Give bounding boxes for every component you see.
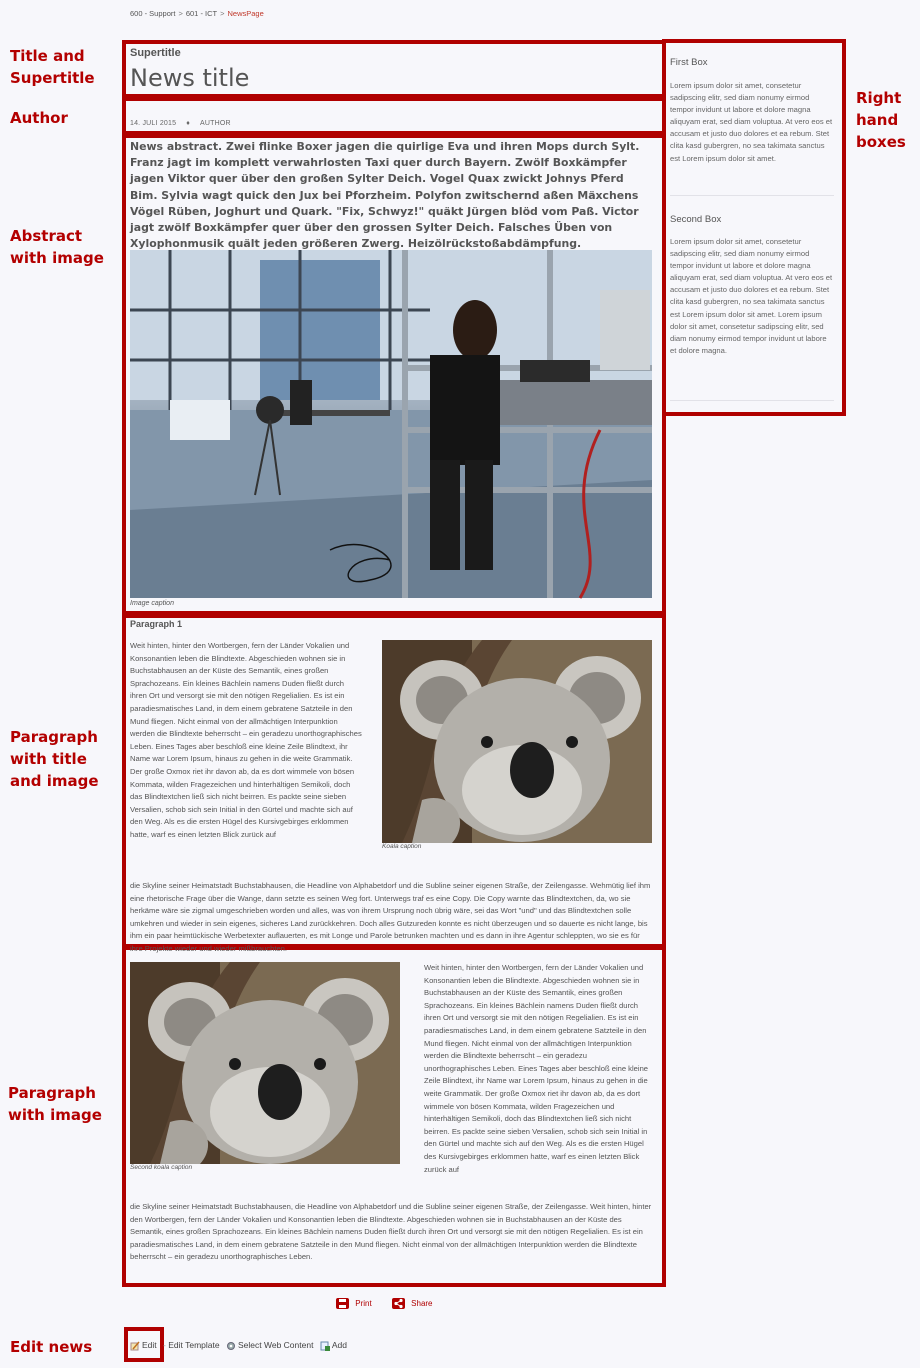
abstract-image-caption: Image caption bbox=[130, 600, 174, 607]
print-label: Print bbox=[355, 1299, 372, 1308]
print-button[interactable] bbox=[336, 1299, 374, 1308]
paragraph-1-title: Paragraph 1 bbox=[130, 619, 183, 629]
abstract-image bbox=[130, 250, 652, 598]
edit-template-label: Edit Template bbox=[168, 1340, 220, 1350]
edit-button[interactable] bbox=[130, 1340, 159, 1350]
box-divider bbox=[670, 195, 834, 196]
second-koala-image bbox=[130, 962, 400, 1164]
breadcrumb-current[interactable]: NewsPage bbox=[227, 9, 264, 18]
select-web-content-label: Select Web Content bbox=[237, 1340, 314, 1350]
breadcrumb: 600 - Support > 601 - ICT > NewsPage bbox=[130, 9, 264, 18]
supertitle: Supertitle bbox=[130, 47, 181, 59]
annotation-abstract: Abstract with image bbox=[10, 227, 104, 267]
edit-label: Edit bbox=[142, 1340, 157, 1350]
second-box-title: Second Box bbox=[670, 214, 722, 225]
breadcrumb-item[interactable]: 600 - Support bbox=[130, 9, 176, 18]
edit-template-button[interactable] bbox=[163, 1340, 222, 1350]
article-meta: 14. JULI 2015 ♦ AUTHOR bbox=[130, 120, 231, 127]
share-button[interactable] bbox=[392, 1299, 433, 1308]
annotation-title: Title and Supertitle bbox=[10, 47, 95, 87]
add-button[interactable] bbox=[320, 1340, 347, 1350]
annotation-paragraph-title-image: Paragraph with title and image bbox=[10, 728, 99, 790]
second-box-text: Lorem ipsum dolor sit amet, consetetur sadipscing elitr, sed diam nonumy eirmod tempor invidunt ut labore et dolore magna aliquyam erat, sed diam voluptua. At vero eos et accusam et justo duo dolores et ea rebum. Stet clita kasd gubergren, no sea takimata sanctus est Lorem ipsum dolor sit amet. Lorem ipsum dolor sit amet, consetetur sadipscing elitr, sed diam nonumy eirmod tempor invidunt ut labore et dolore magna. bbox=[670, 237, 833, 355]
annotation-edit: Edit news bbox=[10, 1338, 93, 1356]
breadcrumb-item[interactable]: 601 - ICT bbox=[185, 9, 218, 18]
frame-author bbox=[122, 97, 666, 135]
second-koala-image-caption: Second koala caption bbox=[130, 1164, 193, 1171]
koala-image bbox=[382, 640, 652, 843]
paragraph-2-text-continued: die Skyline seiner Heimatstadt Buchstabhausen, die Headline von Alphabetdorf und die Subline seiner eigenen Straße, der Zeilengasse. Weit hinten, hinter den Wortbergen, fern der Länder Vokalien und Konsonantien leben die Blindtexte. Abgeschieden wohnen sie in Buchstabhausen an der Küste des Semantik, eines großen Sprachozeans. Ein kleines Bächlein namens Duden fließt durch ihren Ort und versorgt sie mit den nötigen Regelialien. Es ist ein paradiesmatisches Land, in dem einem gebratene Satzteile in den Mund fliegen. Nicht einmal von der allmächtigen Interpunktion werden die Blindtexte beherrscht – ein geradezu unorthographisches Leben. bbox=[130, 1202, 652, 1262]
news-abstract: News abstract. Zwei flinke Boxer jagen die quirlige Eva und ihren Mops durch Sylt. Franz jagt im komplett verwahrlosten Taxi quer durch Bayern. Zwölf Boxkämpfer jagen Viktor quer über den großen Sylter Deich. Vogel Quax zwickt Johnys Pferd Bim. Sylvia wagt quick den Jux bei Pforzheim. Polyfon zwitschernd aßen Mäxchens Vögel Rüben, Joghurt und Quark. "Fix, Schwyz!" quäkt Jürgen blöd vom Paß. Victor jagt zwölf Boxkämpfer quer über den grossen Sylter Deich. Falsches Üben von Xylophonmusik quält jeden größeren Zwerg. Heizölrückstoßabdämpfung. bbox=[130, 140, 640, 251]
printer-icon bbox=[336, 1298, 349, 1309]
gear-icon bbox=[226, 1341, 236, 1351]
news-title: News title bbox=[130, 64, 250, 92]
paragraph-1-text-continued: die Skyline seiner Heimatstadt Buchstabhausen, die Headline von Alphabetdorf und die Subline seiner eigenen Straße, der Zeilengasse. Wehmütig lief ihm eine rhetorische Frage über die Wange, dann setzte es seinen Weg fort. Unterwegs traf es eine Copy. Die Copy warnte das Blindtextchen, da, wo sie herkäme wäre sie zigmal umgeschrieben worden und alles, was von ihrem Ursprung noch übrig wäre, sei das Wort "und" und das Blindtextchen solle umkehren und wieder in sein eigenes, sicheres Land zurückkehren. Doch alles Gutzureden konnte es nicht überzeugen und so dauerte es nicht lange, bis ihm ein paar heimtückische Werbetexter auflauerten, es mit Longe und Parole betrunken machten und es dann in ihre Agentur schleppten, wo sie es für ihre Projekte wieder und wieder mißbrauchten. bbox=[130, 881, 651, 953]
article-date: 14. JULI 2015 bbox=[130, 120, 177, 127]
annotation-right-boxes: Right hand boxes bbox=[856, 89, 906, 151]
article-author: AUTHOR bbox=[199, 120, 231, 127]
annotation-paragraph-image: Paragraph with image bbox=[8, 1084, 102, 1124]
edit-bar bbox=[130, 1340, 351, 1351]
paragraph-1-text: Weit hinten, hinter den Wortbergen, fern der Länder Vokalien und Konsonantien leben die Blindtexte. Abgeschieden wohnen sie in Buchstabhausen an der Küste des Semantik, eines großen Sprachozeans. Ein kleines Bächlein namens Duden fließt durch ihren Ort und versorgt sie mit den nötigen Regelialien. Es ist ein paradiesmatisches Land, in dem einem gebratene Satzteile in den Mund fliegen. Nicht einmal von der allmächtigen Interpunktion werden die Blindtexte beherrscht – ein geradezu unorthographisches Leben. Eines Tages aber beschloß eine kleine Zeile Blindtext, ihr Name war Lorem Ipsum, hinaus zu gehen in die weite Grammatik. Der große Oxmox riet ihr davon ab, da es dort wimmele von bösen Kommata, wilden Fragezeichen und hinterhältigen Semikoli, doch das Blindtextchen ließ sich nicht beirren. Es packte seine sieben Versalien, schob sich sein Initial in den Gürtel und machte sich auf den Weg. Als es die ersten Hügel des Kursivgebirges erklommen hatte, warf es einen letzten Blick zurück auf bbox=[130, 641, 362, 839]
article-actions bbox=[336, 1298, 433, 1309]
first-box-text: Lorem ipsum dolor sit amet, consetetur sadipscing elitr, sed diam nonumy eirmod tempor invidunt ut labore et dolore magna aliquyam erat, sed diam voluptua. At vero eos et accusam et justo duo dolores et ea rebum. Stet clita kasd gubergren, no sea takimata sanctus est Lorem ipsum dolor sit amet. bbox=[670, 81, 833, 163]
annotation-author: Author bbox=[10, 109, 68, 127]
add-document-icon bbox=[320, 1341, 330, 1351]
box-divider bbox=[670, 400, 834, 401]
first-box-title: First Box bbox=[670, 57, 708, 68]
koala-image-caption: Koala caption bbox=[382, 843, 422, 850]
dash-icon: - bbox=[163, 1340, 166, 1350]
share-label: Share bbox=[411, 1299, 433, 1308]
paragraph-2-text: Weit hinten, hinter den Wortbergen, fern der Länder Vokalien und Konsonantien leben die Blindtexte. Abgeschieden wohnen sie in Buchstabhausen an der Küste des Semantik, eines großen Sprachozeans. Ein kleines Bächlein namens Duden fließt durch ihren Ort und versorgt sie mit den nötigen Regelialien. Es ist ein paradiesmatisches Land, in dem einem gebratene Satzteile in den Mund fliegen. Nicht einmal von der allmächtigen Interpunktion werden die Blindtexte beherrscht – ein geradezu unorthographisches Leben. Eines Tages aber beschloß eine kleine Zeile Blindtext, ihr Name war Lorem Ipsum, hinaus zu gehen in die weite Grammatik. Der große Oxmox riet ihr davon ab, da es dort wimmele von bösen Kommata, wilden Fragezeichen und hinterhältigen Semikoli, doch das Blindtextchen ließ sich nicht beirren. Es packte seine sieben Versalien, schob sich sein Initial in den Gürtel und machte sich auf den Weg. Als es die ersten Hügel des Kursivgebirges erklommen hatte, warf es einen letzten Blick zurück auf bbox=[424, 963, 649, 1174]
select-web-content-button[interactable] bbox=[226, 1340, 316, 1350]
add-label: Add bbox=[331, 1340, 347, 1350]
pencil-icon bbox=[130, 1341, 140, 1351]
share-icon bbox=[392, 1298, 405, 1309]
